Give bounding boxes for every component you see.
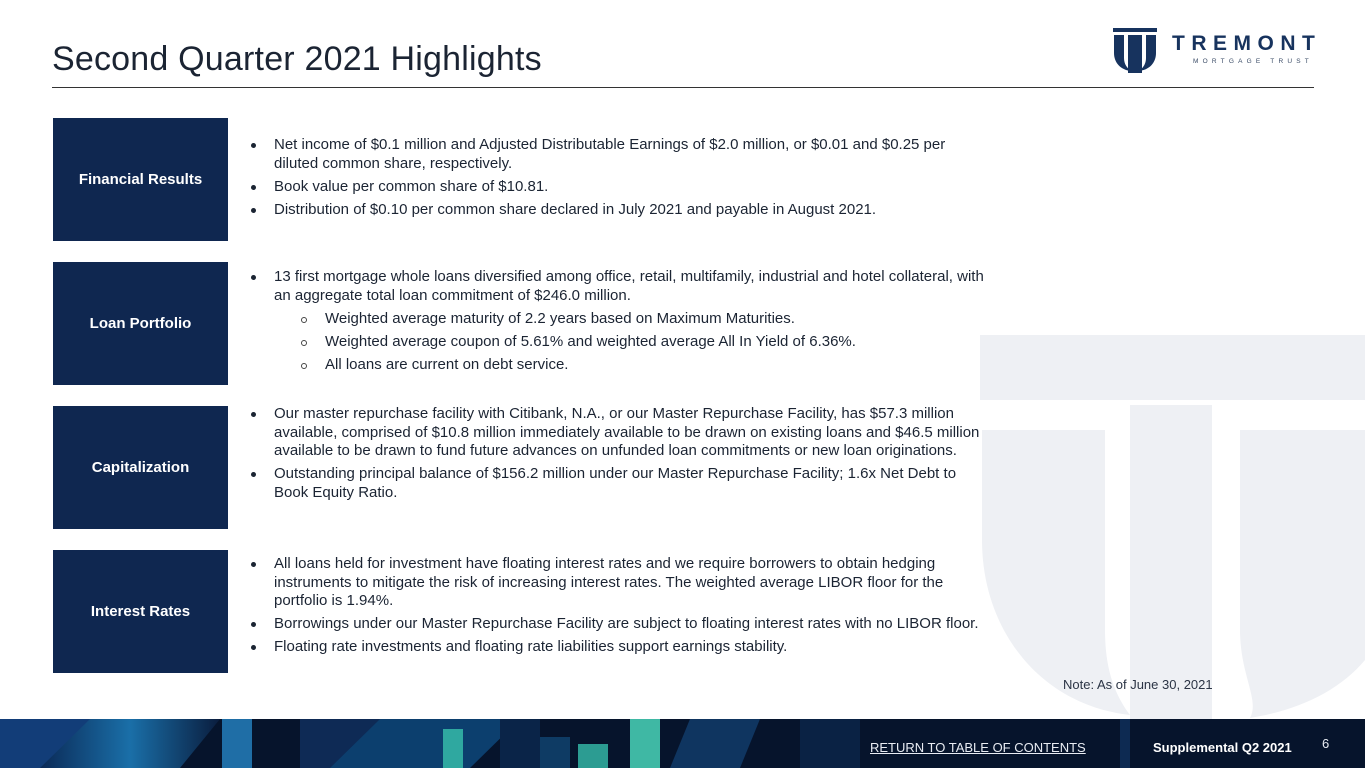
return-to-toc-link[interactable]: RETURN TO TABLE OF CONTENTS — [870, 740, 1086, 755]
loan-portfolio-bullets — [248, 268, 993, 379]
page-title: Second Quarter 2021 Highlights — [52, 40, 542, 78]
list-item: Book value per common share of $10.81. — [248, 178, 993, 197]
footnote: Note: As of June 30, 2021 — [1063, 677, 1213, 692]
list-item: Net income of $0.1 million and Adjusted Distributable Earnings of $2.0 million, or $0.01 and $0.25 per diluted common share, respectively. — [248, 136, 993, 173]
sub-list-item: All loans are current on debt service. — [248, 356, 993, 375]
list-item: 13 first mortgage whole loans diversified among office, retail, multifamily, industrial and hotel collateral, with an aggregate total loan commitment of $246.0 million. — [248, 268, 993, 305]
section-label-financial-results: Financial Results — [53, 118, 228, 241]
logo-mark-icon — [1112, 26, 1158, 74]
list-item: All loans held for investment have floating interest rates and we require borrowers to obtain hedging instruments to mitigate the risk of increasing interest rates. The weighted average LIBOR floor for the portfolio is 1.94%. — [248, 555, 993, 611]
financial-results-bullets — [248, 136, 993, 224]
list-item: Outstanding principal balance of $156.2 million under our Master Repurchase Facility; 1.6x Net Debt to Book Equity Ratio. — [248, 465, 993, 502]
footer-bar — [0, 719, 1365, 768]
capitalization-bullets — [248, 405, 993, 507]
tremont-logo — [1112, 26, 1322, 76]
list-item: Distribution of $0.10 per common share declared in July 2021 and payable in August 2021. — [248, 201, 993, 220]
list-item: Borrowings under our Master Repurchase Facility are subject to floating interest rates with no LIBOR floor. — [248, 615, 993, 634]
title-divider — [52, 87, 1314, 88]
list-item: Our master repurchase facility with Citibank, N.A., or our Master Repurchase Facility, has $57.3 million available, comprised of $10.8 million immediately available to be drawn on existing loans and $46.5 million available to be drawn to fund future advances on unfunded loan commitments or new loan originations. — [248, 405, 993, 461]
section-label-loan-portfolio: Loan Portfolio — [53, 262, 228, 385]
sub-list-item: Weighted average coupon of 5.61% and weighted average All In Yield of 6.36%. — [248, 333, 993, 352]
logo-watermark-icon — [980, 330, 1365, 720]
section-label-interest-rates: Interest Rates — [53, 550, 228, 673]
logo-tagline: MORTGAGE TRUST — [1193, 58, 1313, 65]
section-label-capitalization: Capitalization — [53, 406, 228, 529]
footer-report-label: Supplemental Q2 2021 — [1153, 740, 1292, 755]
logo-wordmark: TREMONT — [1172, 32, 1322, 55]
page-number: 6 — [1322, 736, 1330, 751]
list-item: Floating rate investments and floating rate liabilities support earnings stability. — [248, 638, 993, 657]
sub-list-item: Weighted average maturity of 2.2 years based on Maximum Maturities. — [248, 310, 993, 329]
interest-rates-bullets — [248, 555, 993, 661]
